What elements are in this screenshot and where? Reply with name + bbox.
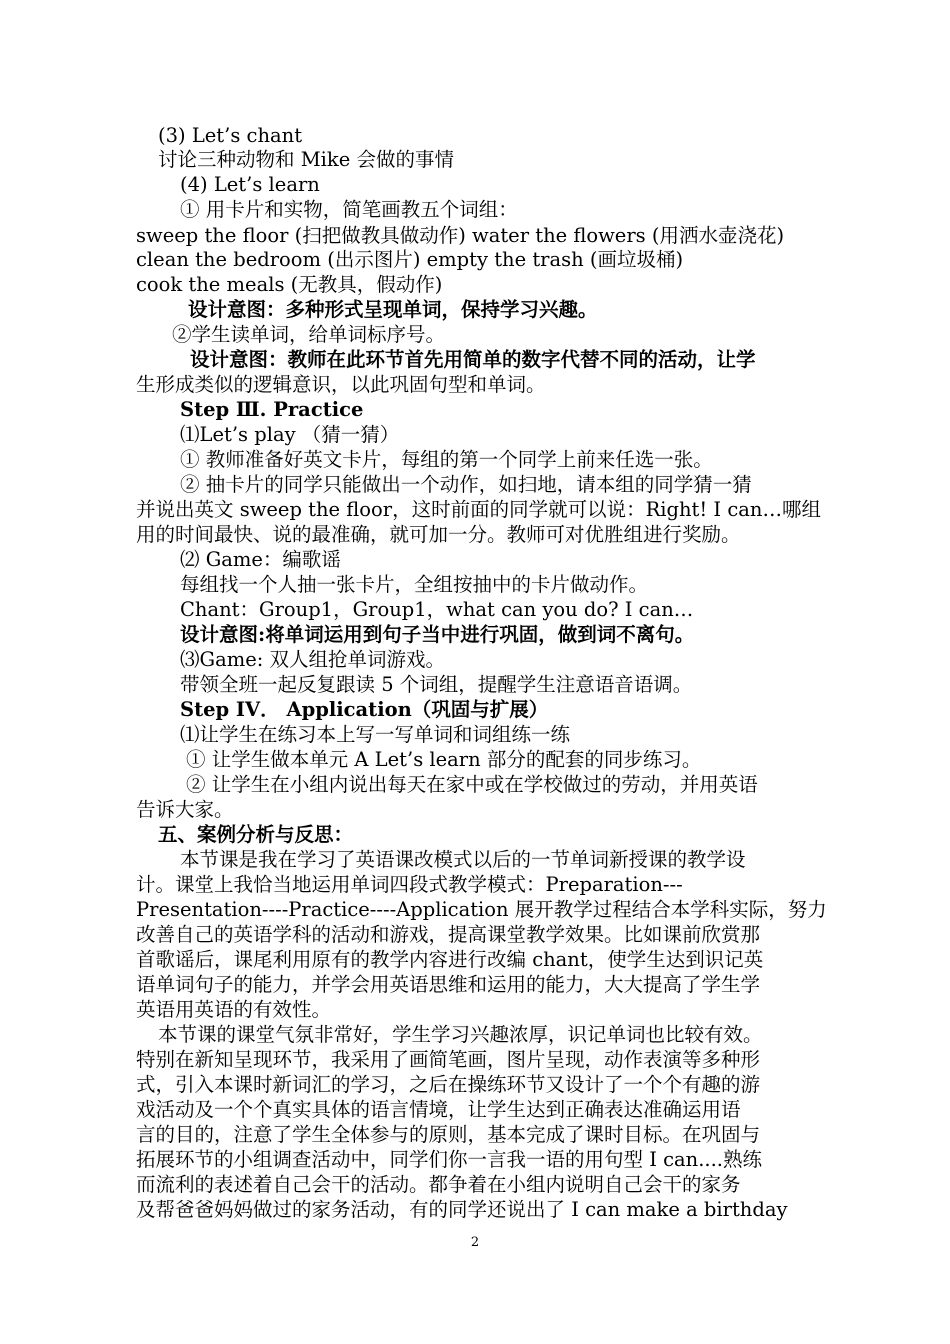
text-line: 讨论三种动物和 Mike 会做的事情	[158, 148, 454, 171]
text-line: ② 让学生在小组内说出每天在家中或在学校做过的劳动，并用英语	[186, 773, 758, 796]
text-line: 言的目的，注意了学生全体参与的原则，基本完成了课时目标。在巩固与	[136, 1123, 761, 1146]
text-line: 计。课堂上我恰当地运用单词四段式教学模式：Preparation---	[136, 873, 683, 896]
text-line: 拓展环节的小组调查活动中，同学们你一言我一语的用句型 I can....熟练	[136, 1148, 762, 1171]
text-line: Presentation----Practice----Application 展开教学过程结合本学科实际，努力	[136, 898, 827, 921]
text-line: ⑶Game: 双人组抢单词游戏。	[180, 648, 446, 671]
text-line: 首歌谣后，课尾利用原有的教学内容进行改编 chant，使学生达到识记英	[136, 948, 764, 971]
text-line: 戏活动及一个个真实具体的语言情境，让学生达到正确表达准确运用语	[136, 1098, 741, 1121]
text-line: 生形成类似的逻辑意识，以此巩固句型和单词。	[136, 373, 546, 396]
text-line: sweep the floor (扫把做教具做动作) water the flowers (用洒水壶浇花)	[136, 224, 785, 247]
text-line: Chant：Group1，Group1，what can you do? I can…	[180, 598, 694, 621]
text-line: 改善自己的英语学科的活动和游戏，提高课堂教学效果。比如课前欣赏那	[136, 923, 761, 946]
section-heading: Step Ⅲ. Practice	[180, 398, 364, 421]
text-line: 英语用英语的有效性。	[136, 998, 332, 1021]
text-line: ① 用卡片和实物，简笔画教五个词组：	[180, 198, 518, 221]
text-line: clean the bedroom (出示图片) empty the trash (画垃圾桶)	[136, 248, 684, 271]
text-line: ① 让学生做本单元 A Let’s learn 部分的配套的同步练习。	[186, 748, 702, 771]
text-line: ⑴让学生在练习本上写一写单词和词组练一练	[180, 723, 571, 746]
text-line: cook the meals (无教具，假动作)	[136, 273, 443, 296]
text-line: 本节课是我在学习了英语课改模式以后的一节单词新授课的教学设	[180, 848, 746, 871]
text-line: ⑵ Game：编歌谣	[180, 548, 341, 571]
text-line: 语单词句子的能力，并学会用英语思维和运用的能力，大大提高了学生学	[136, 973, 761, 996]
text-line: (4) Let’s learn	[180, 173, 320, 196]
text-line: 带领全班一起反复跟读 5 个词组，提醒学生注意语音语调。	[180, 673, 693, 696]
text-line: ②学生读单词，给单词标序号。	[172, 323, 446, 346]
section-heading: 五、案例分析与反思：	[158, 823, 354, 846]
design-intent: 设计意图：多种形式呈现单词，保持学习兴趣。	[188, 298, 598, 321]
text-line: ② 抽卡片的同学只能做出一个动作，如扫地，请本组的同学猜一猜	[180, 473, 752, 496]
text-line: ① 教师准备好英文卡片，每组的第一个同学上前来任选一张。	[180, 448, 713, 471]
text-line: 用的时间最快、说的最准确，就可加一分。教师可对优胜组进行奖励。	[136, 523, 741, 546]
text-line: 及帮爸爸妈妈做过的家务活动，有的同学还说出了 I can make a birthday	[136, 1198, 788, 1221]
text-line: 特别在新知呈现环节，我采用了画简笔画，图片呈现，动作表演等多种形	[136, 1048, 761, 1071]
text-line: 并说出英文 sweep the floor，这时前面的同学就可以说：Right! I can…哪组	[136, 498, 821, 521]
section-heading: Step IV． Application（巩固与扩展）	[180, 698, 549, 721]
text-line: ⑴Let’s play （猜一猜）	[180, 423, 400, 446]
text-line: 告诉大家。	[136, 798, 234, 821]
design-intent: 设计意图:将单词运用到句子当中进行巩固，做到词不离句。	[180, 623, 695, 646]
page-number: 2	[470, 1235, 480, 1250]
text-line: 每组找一个人抽一张卡片，全组按抽中的卡片做动作。	[180, 573, 649, 596]
design-intent: 设计意图：教师在此环节首先用简单的数字代替不同的活动，让学	[190, 348, 756, 371]
text-line: (3) Let’s chant	[158, 124, 303, 147]
text-line: 而流利的表述着自己会干的活动。都争着在小组内说明自己会干的家务	[136, 1173, 741, 1196]
text-line: 本节课的课堂气氛非常好，学生学习兴趣浓厚，识记单词也比较有效。	[158, 1023, 763, 1046]
text-line: 式，引入本课时新词汇的学习，之后在操练环节又设计了一个个有趣的游	[136, 1073, 761, 1096]
